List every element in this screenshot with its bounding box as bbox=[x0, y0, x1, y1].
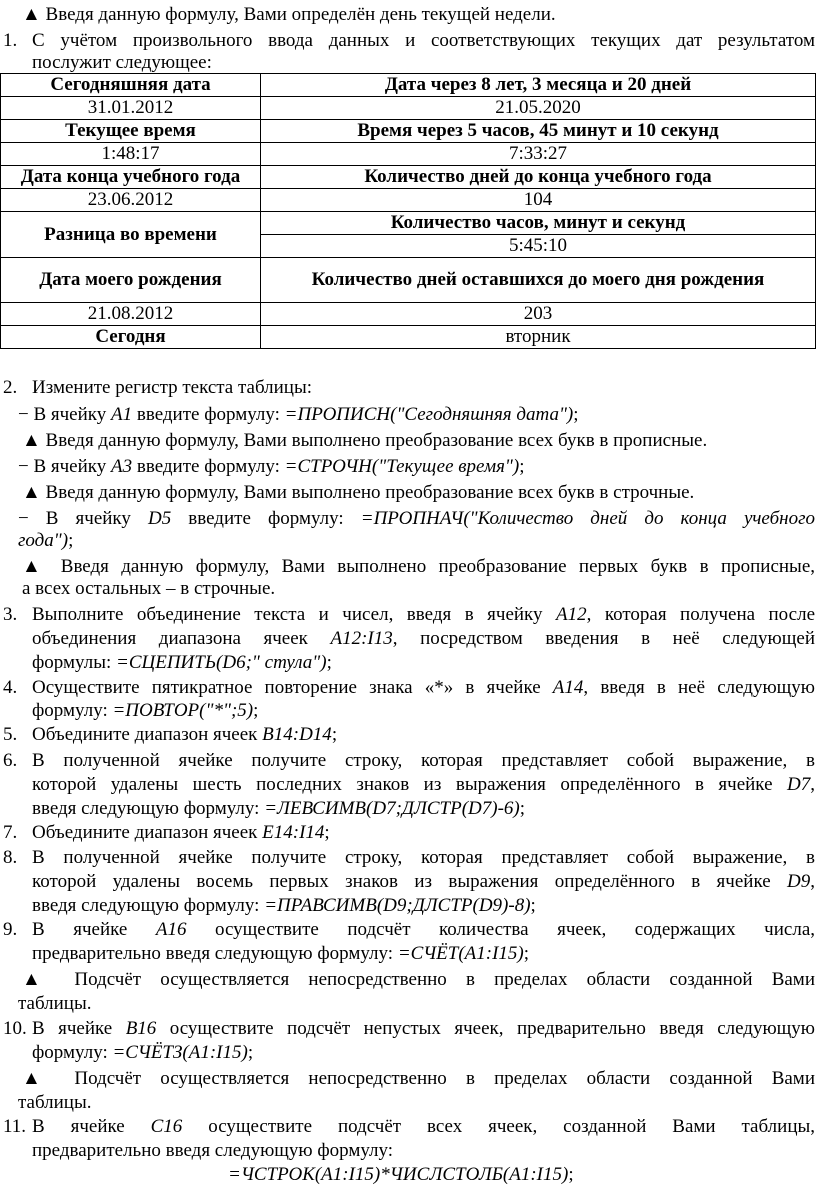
table-row bbox=[1, 120, 816, 143]
note-count-2: ▲ Подсчёт осуществляется непосредственно в пределах области созданной Вами bbox=[22, 1068, 815, 1089]
item-11-line-1: В ячейке C16 осуществите подсчёт всех ячеек, созданной Вами таблицы, bbox=[32, 1116, 816, 1137]
table-row bbox=[1, 143, 816, 166]
item-4-line-2: формулу: =ПОВТОР("*";5); bbox=[32, 700, 259, 721]
table-cell: 203 bbox=[261, 303, 816, 326]
item-10-line-1: В ячейке B16 осуществите подсчёт непустых ячеек, предварительно введя следующую bbox=[32, 1018, 815, 1039]
dash-item-d5: − В ячейку D5 введите формулу: =ПРОПНАЧ("Количество дней до конца учебного bbox=[18, 508, 816, 529]
table-cell: 21.05.2020 bbox=[261, 97, 816, 120]
item-number-3: 3. bbox=[3, 604, 18, 625]
item-1-line-2: послужит следующее: bbox=[32, 52, 212, 73]
item-number-9: 9. bbox=[3, 919, 18, 940]
table-cell: 31.01.2012 bbox=[1, 97, 261, 120]
table-cell: Время через 5 часов, 45 минут и 10 секунд bbox=[261, 120, 816, 143]
item-3-line-1: Выполните объединение текста и чисел, введя в ячейку A12, которая получена после bbox=[32, 604, 816, 625]
item-8-line-3: введя следующую формулу: =ПРАВСИМВ(D9;ДЛСТР(D9)-8); bbox=[32, 895, 536, 916]
table-row bbox=[1, 74, 816, 97]
dash-item-a3: − В ячейку A3 введите формулу: =СТРОЧН("Текущее время"); bbox=[18, 456, 525, 477]
table-cell: Дата через 8 лет, 3 месяца и 20 дней bbox=[261, 74, 816, 97]
item-number-6: 6. bbox=[3, 750, 18, 771]
note-lowercase: ▲ Введя данную формулу, Вами выполнено преобразование всех букв в строчные. bbox=[22, 482, 695, 503]
item-number-7: 7. bbox=[3, 822, 18, 843]
item-number-5: 5. bbox=[3, 724, 18, 745]
table-cell: Дата конца учебного года bbox=[1, 166, 261, 189]
table-row bbox=[1, 166, 816, 189]
note-weekday: ▲ Введя данную формулу, Вами определён день текущей недели. bbox=[22, 4, 556, 25]
item-10-line-2: формулу: =СЧЁТЗ(A1:I15); bbox=[32, 1042, 254, 1063]
item-1-line-1: С учётом произвольного ввода данных и соответствующих текущих дат результатом bbox=[32, 30, 815, 51]
item-6-line-1: В полученной ячейке получите строку, которая представляет собой выражение, в bbox=[32, 750, 815, 771]
table-row bbox=[1, 189, 816, 212]
note-propercase-1: ▲ Введя данную формулу, Вами выполнено преобразование первых букв в прописные, bbox=[22, 556, 815, 577]
table-cell: Количество дней оставшихся до моего дня рождения bbox=[261, 258, 816, 303]
item-number-8: 8. bbox=[3, 847, 18, 868]
item-7-text: Объедините диапазон ячеек E14:I14; bbox=[32, 822, 330, 843]
results-table bbox=[0, 73, 816, 349]
item-3-line-2: объединения диапазона ячеек A12:I13, посредством введения в неё следующей bbox=[32, 628, 815, 649]
table-cell: 1:48:17 bbox=[1, 143, 261, 166]
item-9-line-2: предварительно введя следующую формулу: =СЧЁТ(A1:I15); bbox=[32, 943, 530, 964]
table-cell: Разница во времени bbox=[1, 212, 261, 258]
table-cell: вторник bbox=[261, 326, 816, 349]
note-count-2-cont: таблицы. bbox=[18, 1092, 92, 1113]
item-number-11: 11. bbox=[3, 1116, 27, 1137]
table-row bbox=[1, 303, 816, 326]
dash-item-d5-cont: года"); bbox=[18, 530, 74, 551]
table-cell: 7:33:27 bbox=[261, 143, 816, 166]
note-count-1: ▲ Подсчёт осуществляется непосредственно в пределах области созданной Вами bbox=[22, 969, 815, 990]
note-propercase-2: а всех остальных – в строчные. bbox=[22, 578, 276, 599]
table-cell: Количество дней до конца учебного года bbox=[261, 166, 816, 189]
table-row bbox=[1, 258, 816, 303]
item-11-line-2: предварительно введя следующую формулу: bbox=[32, 1140, 394, 1161]
item-11-formula: =ЧСТРОК(A1:I15)*ЧИСЛСТОЛБ(A1:I15); bbox=[228, 1164, 574, 1185]
table-cell: Дата моего рождения bbox=[1, 258, 261, 303]
table-cell: 23.06.2012 bbox=[1, 189, 261, 212]
table-cell: Текущее время bbox=[1, 120, 261, 143]
table-cell: 21.08.2012 bbox=[1, 303, 261, 326]
table-row bbox=[1, 326, 816, 349]
item-6-line-2: которой удалены шесть последних знаков из выражения определённого в ячейке D7, bbox=[32, 774, 815, 795]
item-number-10: 10. bbox=[3, 1018, 27, 1039]
table-cell: Количество часов, минут и секунд bbox=[261, 212, 816, 235]
table-cell: 5:45:10 bbox=[261, 235, 816, 258]
item-3-line-3: формулы: =СЦЕПИТЬ(D6;" стула"); bbox=[32, 652, 332, 673]
item-9-line-1: В ячейке A16 осуществите подсчёт количества ячеек, содержащих числа, bbox=[32, 919, 815, 940]
table-cell: 104 bbox=[261, 189, 816, 212]
item-4-line-1: Осуществите пятикратное повторение знака «*» в ячейке A14, введя в неё следующую bbox=[32, 677, 815, 698]
note-count-1-cont: таблицы. bbox=[18, 993, 92, 1014]
dash-item-a1: − В ячейку A1 введите формулу: =ПРОПИСН("Сегодняшняя дата"); bbox=[18, 404, 579, 425]
table-cell: Сегодняшняя дата bbox=[1, 74, 261, 97]
item-number-2: 2. bbox=[3, 377, 18, 398]
table-cell: Сегодня bbox=[1, 326, 261, 349]
item-number-1: 1. bbox=[3, 30, 18, 51]
table-row bbox=[1, 97, 816, 120]
table-row bbox=[1, 212, 816, 235]
item-number-4: 4. bbox=[3, 677, 18, 698]
item-8-line-2: которой удалены восемь первых знаков из выражения определённого в ячейке D9, bbox=[32, 871, 815, 892]
item-5-text: Объедините диапазон ячеек B14:D14; bbox=[32, 724, 338, 745]
item-6-line-3: введя следующую формулу: =ЛЕВСИМВ(D7;ДЛСТР(D7)-6); bbox=[32, 798, 526, 819]
item-2-text: Измените регистр текста таблицы: bbox=[32, 377, 313, 398]
note-uppercase: ▲ Введя данную формулу, Вами выполнено преобразование всех букв в прописные. bbox=[22, 430, 708, 451]
item-8-line-1: В полученной ячейке получите строку, которая представляет собой выражение, в bbox=[32, 847, 815, 868]
